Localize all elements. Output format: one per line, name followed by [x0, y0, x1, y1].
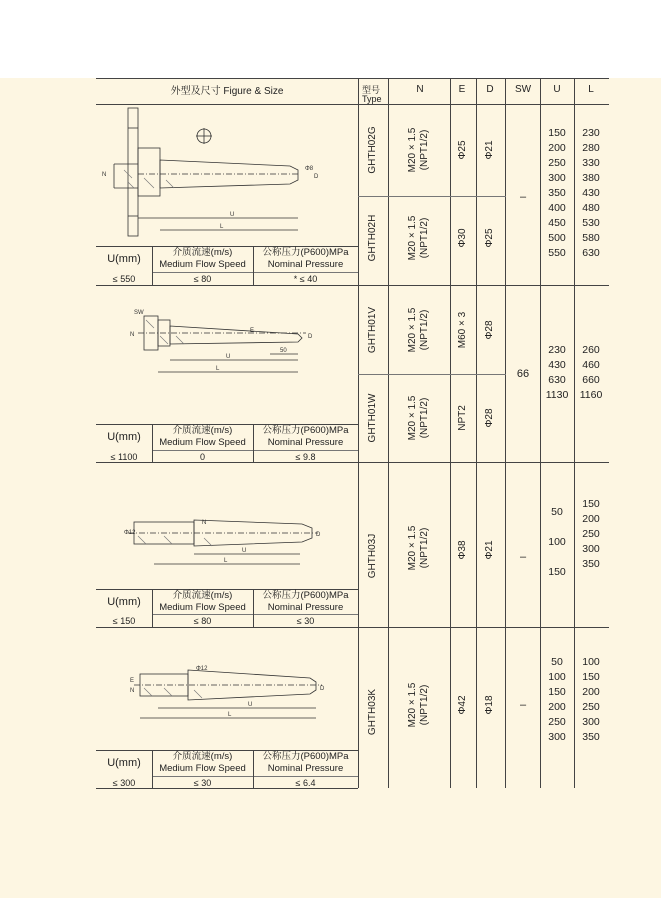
- list-value: 580: [582, 232, 600, 244]
- list-value: 250: [548, 157, 566, 169]
- drawing3-n: N: [202, 520, 207, 526]
- g1-r2-d: Φ25: [484, 228, 495, 248]
- drawing1-l: L: [220, 224, 224, 230]
- g1-u-value: ≤ 550: [112, 274, 136, 284]
- g2-flow-en: Medium Flow Speed: [159, 437, 246, 448]
- list-value: 150: [582, 671, 600, 683]
- g1-flow-en: Medium Flow Speed: [159, 259, 246, 270]
- g1-r1-type: GHTH02G: [367, 126, 378, 174]
- list-value: 630: [582, 247, 600, 259]
- l-column-header: L: [588, 83, 594, 95]
- list-value: 150: [548, 686, 566, 698]
- g2-r2-type: GHTH01W: [367, 393, 378, 443]
- list-value: 300: [582, 543, 600, 555]
- list-value: 1160: [579, 389, 603, 401]
- g4-r1-type: GHTH03K: [367, 688, 378, 736]
- header-rule: [96, 104, 609, 105]
- list-value: 500: [548, 232, 566, 244]
- g2-r2-d: Φ28: [484, 408, 495, 428]
- list-value: 230: [548, 344, 566, 356]
- g2-r1-type: GHTH01V: [367, 306, 378, 354]
- g2-u-list: [540, 343, 574, 403]
- list-value: 150: [548, 127, 566, 139]
- list-value: 350: [582, 558, 600, 570]
- g2-press-value: ≤ 9.8: [295, 451, 316, 462]
- g4-u-label: U(mm): [107, 757, 141, 769]
- list-value: 430: [548, 359, 566, 371]
- g3-flow-value: ≤ 80: [193, 616, 212, 626]
- d-column-header: D: [486, 83, 494, 95]
- n-divider: [450, 78, 451, 788]
- thermowell-drawing-1: [100, 108, 340, 238]
- list-value: 200: [582, 513, 600, 525]
- page-top-band: [0, 0, 661, 78]
- g1-u-label: U(mm): [107, 253, 141, 265]
- drawing3-u: U: [242, 548, 247, 554]
- list-value: 300: [548, 172, 566, 184]
- drawing1-d: D: [314, 174, 319, 180]
- drawing2-n: N: [130, 332, 135, 338]
- g4-r1-e: Φ42: [457, 695, 468, 715]
- drawing1-n: N: [102, 172, 107, 178]
- drawing2-d: D: [308, 334, 313, 340]
- g1-r2-type: GHTH02H: [367, 214, 378, 262]
- g2-press-en: Nominal Pressure: [267, 437, 344, 448]
- g2-r1-e: M60 × 3: [457, 311, 468, 349]
- g1-press-value: * ≤ 40: [293, 274, 318, 284]
- list-value: 200: [582, 686, 600, 698]
- list-value: 460: [582, 359, 600, 371]
- list-value: 100: [548, 536, 566, 548]
- drawing4-n: N: [130, 688, 135, 694]
- list-value: 550: [548, 247, 566, 259]
- list-value: 250: [582, 701, 600, 713]
- g4-press-cn: 公称压力(P600)MPa: [262, 751, 349, 762]
- g2-u-value: ≤ 1100: [110, 451, 138, 462]
- list-value: 260: [582, 344, 600, 356]
- g1-r1-e: Φ25: [457, 140, 468, 160]
- drawing3-l: L: [224, 558, 228, 564]
- g2-flow-cn: 介质流速(m/s): [172, 425, 233, 436]
- list-value: 430: [582, 187, 600, 199]
- g3-u-label: U(mm): [107, 595, 141, 608]
- drawing4-l: L: [228, 712, 232, 718]
- drawing4-d: D: [320, 686, 325, 692]
- list-value: 230: [582, 127, 600, 139]
- drawing4-e: E: [130, 678, 135, 684]
- top-rule: [96, 78, 609, 79]
- group2-inner-rule: [358, 374, 506, 375]
- g4-l-list: [574, 655, 608, 745]
- drawing2-e: E: [250, 328, 255, 334]
- g3-r1-n: M20 × 1.5 (NPT1/2): [407, 525, 430, 571]
- list-value: 480: [582, 202, 600, 214]
- list-value: 380: [582, 172, 600, 184]
- g1-sw: –: [519, 191, 527, 203]
- g4-flow-value: ≤ 30: [193, 777, 212, 788]
- bottom-rule: [96, 788, 358, 789]
- sw-column-header: SW: [514, 83, 532, 95]
- g1-flow-cn: 介质流速(m/s): [172, 247, 233, 258]
- list-value: 150: [582, 498, 600, 510]
- g2-press-cn: 公称压力(P600)MPa: [262, 425, 349, 436]
- list-value: 350: [548, 187, 566, 199]
- g4-u-list: [540, 655, 574, 745]
- g3-flow-en: Medium Flow Speed: [159, 602, 246, 613]
- drawing2-sw: SW: [134, 310, 144, 316]
- g2-r2-e: NPT2: [457, 405, 468, 431]
- g4-r1-n: M20 × 1.5 (NPT1/2): [407, 682, 430, 728]
- list-value: 250: [548, 716, 566, 728]
- g1-press-en: Nominal Pressure: [267, 259, 344, 270]
- drawing3-phi: Φ12: [124, 530, 136, 536]
- g2-flow-value: 0: [199, 451, 205, 462]
- drawing4-phi: Φ12: [196, 666, 208, 672]
- list-value: 100: [582, 656, 600, 668]
- list-value: 350: [582, 731, 600, 743]
- list-value: 300: [548, 731, 566, 743]
- g1-r1-n: M20 × 1.5 (NPT1/2): [407, 127, 430, 173]
- type-header-en: Type: [362, 94, 382, 104]
- g3-press-en: Nominal Pressure: [267, 602, 344, 613]
- list-value: 200: [548, 701, 566, 713]
- figure-size-header: 外型及尺寸 Figure & Size: [170, 85, 284, 97]
- group2-rule: [96, 462, 609, 463]
- drawing1-phi: Φ8: [305, 166, 314, 172]
- g4-flow-cn: 介质流速(m/s): [172, 751, 233, 762]
- g3-l-list: [574, 497, 608, 572]
- list-value: 280: [582, 142, 600, 154]
- list-value: 660: [582, 374, 600, 386]
- g3-press-cn: 公称压力(P600)MPa: [262, 590, 349, 601]
- g1-l-list: [574, 126, 608, 261]
- g4-sw: –: [519, 699, 527, 711]
- g4-press-en: Nominal Pressure: [267, 763, 344, 774]
- left-divider: [358, 78, 359, 788]
- g4-flow-en: Medium Flow Speed: [159, 763, 246, 774]
- list-value: 1130: [545, 389, 569, 401]
- type-header-cn: 型号: [362, 85, 381, 95]
- g1-u-list: [540, 126, 574, 261]
- g3-r1-d: Φ21: [484, 540, 495, 560]
- drawing2-dim: 50: [280, 348, 287, 354]
- list-value: 200: [548, 142, 566, 154]
- n-column-header: N: [416, 83, 424, 95]
- thermowell-drawing-3: [124, 510, 324, 570]
- list-value: 300: [582, 716, 600, 728]
- u-column-header: U: [553, 83, 561, 95]
- g2-r1-d: Φ28: [484, 320, 495, 340]
- d-divider: [505, 78, 506, 788]
- g2-r1-n: M20 × 1.5 (NPT1/2): [407, 307, 430, 353]
- g4-r1-d: Φ18: [484, 695, 495, 715]
- e-column-header: E: [458, 83, 466, 95]
- drawing2-u: U: [226, 354, 231, 360]
- list-value: 50: [551, 506, 563, 518]
- g3-r1-type: GHTH03J: [367, 533, 378, 579]
- drawing2-l: L: [216, 366, 220, 372]
- g2-r2-n: M20 × 1.5 (NPT1/2): [407, 395, 430, 441]
- group3-rule: [96, 627, 609, 628]
- type-divider: [388, 78, 389, 788]
- g4-press-value: ≤ 6.4: [295, 777, 316, 788]
- list-value: 150: [548, 566, 566, 578]
- g1-press-cn: 公称压力(P600)MPa: [262, 247, 349, 258]
- list-value: 330: [582, 157, 600, 169]
- g3-flow-cn: 介质流速(m/s): [172, 590, 233, 601]
- g3-sw: –: [519, 551, 527, 563]
- thermowell-drawing-4: [130, 660, 330, 730]
- g3-press-value: ≤ 30: [296, 616, 315, 626]
- group1-rule: [96, 285, 609, 286]
- drawing3-d: D: [316, 532, 321, 538]
- list-value: 50: [551, 656, 563, 668]
- group1-inner-rule: [358, 196, 506, 197]
- thermowell-drawing-2: [130, 306, 330, 386]
- g1-r1-d: Φ21: [484, 140, 495, 160]
- g2-sw: 66: [516, 368, 530, 380]
- list-value: 100: [548, 671, 566, 683]
- g4-u-value: ≤ 300: [112, 777, 136, 788]
- g2-u-label: U(mm): [107, 431, 141, 443]
- list-value: 250: [582, 528, 600, 540]
- list-value: 400: [548, 202, 566, 214]
- list-value: 530: [582, 217, 600, 229]
- e-divider: [476, 78, 477, 788]
- g3-u-list: [540, 497, 574, 587]
- g1-flow-value: ≤ 80: [193, 274, 212, 284]
- g3-u-value: ≤ 150: [112, 616, 136, 626]
- g1-r2-e: Φ30: [457, 228, 468, 248]
- drawing4-u: U: [248, 702, 253, 708]
- g1-r2-n: M20 × 1.5 (NPT1/2): [407, 215, 430, 261]
- g3-r1-e: Φ38: [457, 540, 468, 560]
- drawing1-u: U: [230, 212, 235, 218]
- list-value: 630: [548, 374, 566, 386]
- list-value: 450: [548, 217, 566, 229]
- g2-l-list: [574, 343, 608, 403]
